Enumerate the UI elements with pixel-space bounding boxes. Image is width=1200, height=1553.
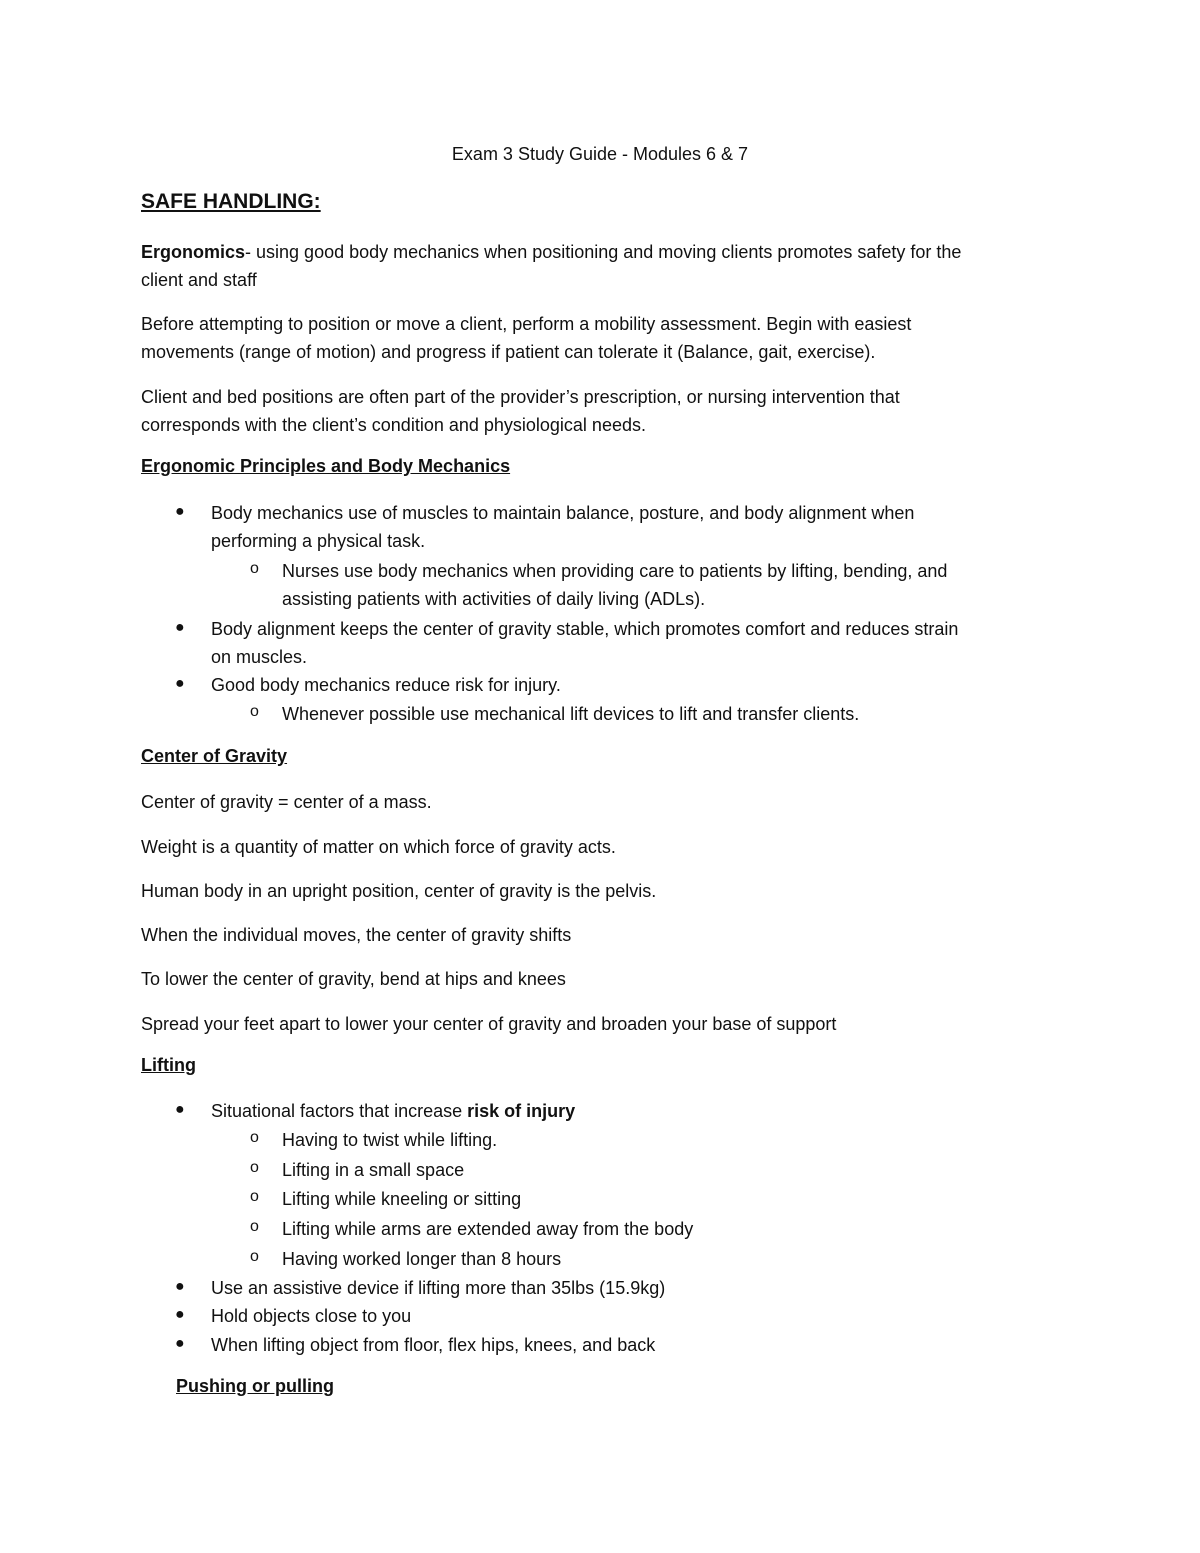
gravity-line: To lower the center of gravity, bend at hips and knees <box>141 969 566 989</box>
bullet-marker: ● <box>175 503 185 520</box>
ergonomics-term: Ergonomics <box>141 242 246 262</box>
list-item: Hold objects close to you <box>211 1306 412 1326</box>
sub-list-item: Having worked longer than 8 hours <box>282 1249 562 1269</box>
mobility-paragraph-continued: movements (range of motion) and progress if patient can tolerate it (Balance, gait, exercise). <box>141 342 876 362</box>
sub-bullet-marker: o <box>250 1159 259 1176</box>
bullet-marker: ● <box>175 675 185 692</box>
list-item: Body mechanics use of muscles to maintain balance, posture, and body alignment when <box>211 503 915 523</box>
risk-factors-prefix: Situational factors that increase <box>211 1101 463 1121</box>
ergonomics-definition <box>141 238 961 266</box>
sub-list-item: Lifting in a small space <box>282 1160 465 1180</box>
sub-list-item: Lifting while kneeling or sitting <box>282 1189 522 1209</box>
ergonomic-principles-heading: Ergonomic Principles and Body Mechanics <box>141 456 511 476</box>
positions-paragraph-continued: corresponds with the client’s condition and physiological needs. <box>141 415 646 435</box>
center-of-gravity-heading: Center of Gravity <box>141 746 288 766</box>
ergonomics-definition-text: - using good body mechanics when positioning and moving clients promotes safety for the <box>245 242 962 262</box>
bullet-marker: ● <box>175 1306 185 1323</box>
list-item <box>211 1097 575 1125</box>
pushing-pulling-heading: Pushing or pulling <box>176 1376 334 1396</box>
sub-bullet-marker: o <box>250 560 259 577</box>
list-item-continued: on muscles. <box>211 647 308 667</box>
sub-list-item-continued: assisting patients with activities of daily living (ADLs). <box>282 589 706 609</box>
gravity-line: Weight is a quantity of matter on which force of gravity acts. <box>141 837 616 857</box>
positions-paragraph: Client and bed positions are often part of the provider’s prescription, or nursing intervention that <box>141 387 900 407</box>
mobility-paragraph: Before attempting to position or move a client, perform a mobility assessment. Begin with easiest <box>141 314 912 334</box>
sub-bullet-marker: o <box>250 1248 259 1265</box>
list-item: Body alignment keeps the center of gravity stable, which promotes comfort and reduces strain <box>211 619 959 639</box>
sub-list-item: Lifting while arms are extended away from the body <box>282 1219 694 1239</box>
bullet-marker: ● <box>175 1335 185 1352</box>
bullet-marker: ● <box>175 1101 185 1118</box>
gravity-line: Human body in an upright position, center of gravity is the pelvis. <box>141 881 657 901</box>
ergonomics-definition-continued: client and staff <box>141 270 257 290</box>
sub-bullet-marker: o <box>250 703 259 720</box>
sub-bullet-marker: o <box>250 1188 259 1205</box>
risk-of-injury-emphasis: risk of injury <box>467 1101 576 1121</box>
list-item: When lifting object from floor, flex hips, knees, and back <box>211 1335 656 1355</box>
sub-list-item: Having to twist while lifting. <box>282 1130 498 1150</box>
list-item: Good body mechanics reduce risk for injury. <box>211 675 561 695</box>
gravity-line: Center of gravity = center of a mass. <box>141 792 432 812</box>
gravity-line: Spread your feet apart to lower your center of gravity and broaden your base of support <box>141 1014 837 1034</box>
sub-list-item: Whenever possible use mechanical lift devices to lift and transfer clients. <box>282 704 860 724</box>
list-item: Use an assistive device if lifting more than 35lbs (15.9kg) <box>211 1278 666 1298</box>
document-title: Exam 3 Study Guide - Modules 6 & 7 <box>451 144 749 164</box>
sub-list-item: Nurses use body mechanics when providing care to patients by lifting, bending, and <box>282 561 948 581</box>
safe-handling-heading: SAFE HANDLING: <box>141 190 321 213</box>
gravity-line: When the individual moves, the center of gravity shifts <box>141 925 572 945</box>
bullet-marker: ● <box>175 619 185 636</box>
lifting-heading: Lifting <box>141 1055 196 1075</box>
bullet-marker: ● <box>175 1278 185 1295</box>
sub-bullet-marker: o <box>250 1218 259 1235</box>
sub-bullet-marker: o <box>250 1129 259 1146</box>
list-item-continued: performing a physical task. <box>211 531 426 551</box>
